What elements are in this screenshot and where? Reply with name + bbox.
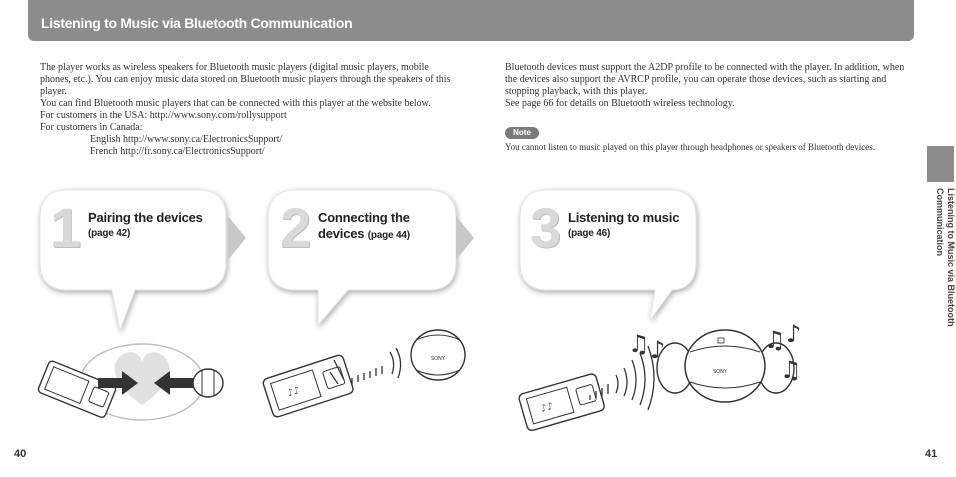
step-2-title-block: [318, 210, 458, 244]
step-3-number: 3: [530, 196, 562, 259]
music-note-icon: ♪: [650, 336, 666, 364]
step-3-title: Listening to music: [568, 210, 680, 225]
music-note-icon: ♫: [780, 356, 802, 384]
step-arrow-2: [456, 216, 474, 260]
speaker-brand-mark-2: SONY: [431, 356, 445, 362]
step-3-page-ref[interactable]: (page 46): [568, 228, 611, 239]
website-paragraph: You can find Bluetooth music players that can be connected with this player at the website below.: [40, 98, 431, 109]
music-note-icon: ♫: [628, 330, 650, 358]
profile-paragraph: Bluetooth devices must support the A2DP profile to be connected with the player. In addition, when the devices also support the AVRCP profile, you can operate those devices, such as starting and stopping playback, with this player.: [505, 62, 905, 97]
music-note-icon: ♪: [786, 320, 802, 348]
speaker-device-2: [411, 330, 465, 380]
music-player-device-1: [37, 360, 116, 418]
step-2-number: 2: [280, 196, 312, 259]
side-tab-label: Listening to Music via Bluetooth Communication: [935, 188, 956, 327]
step-1-page-ref[interactable]: (page 42): [88, 228, 131, 239]
step-2-title-line2: devices: [318, 226, 365, 241]
step-arrow-1: [228, 216, 246, 260]
music-player-device-2: [262, 354, 354, 418]
step-1-title-block: [88, 210, 228, 242]
svg-text:♪♪: ♪♪: [285, 385, 302, 400]
step-1-title: Pairing the devices: [88, 210, 203, 225]
music-note-icon: ♫: [764, 326, 786, 354]
step-1-number: 1: [50, 196, 82, 259]
canada-french-link[interactable]: French http://fr.sony.ca/ElectronicsSupport/: [90, 146, 265, 157]
canada-english-link[interactable]: English http://www.sony.ca/ElectronicsSupport/: [90, 134, 283, 145]
canada-label: For customers in Canada:: [40, 122, 143, 133]
page-title: Listening to Music via Bluetooth Communication: [41, 15, 353, 31]
page-number-right: 41: [925, 448, 938, 460]
note-text: You cannot listen to music played on this player through headphones or speakers of Bluetooth devices.: [505, 142, 876, 152]
svg-text:♪♪: ♪♪: [539, 400, 555, 416]
note-badge: Note: [505, 127, 539, 139]
step-2-page-ref[interactable]: (page 44): [367, 230, 410, 241]
speaker-brand-mark-3: SONY: [713, 369, 727, 375]
usa-support-link[interactable]: For customers in the USA: http://www.sony.com/rollysupport: [40, 110, 287, 121]
intro-paragraph: The player works as wireless speakers for Bluetooth music players (digital music players, mobile phones, etc.). You can enjoy music data stored on Bluetooth music players through the speakers of this player.: [40, 62, 451, 97]
speaker-device-1: [193, 369, 223, 397]
page-number-left: 40: [14, 448, 27, 460]
music-player-device-3: [518, 373, 605, 432]
step-3-title-block: [568, 210, 708, 242]
see-page-paragraph: See page 66 for details on Bluetooth wireless technology.: [505, 98, 735, 109]
step-2-title-line1: Connecting the: [318, 210, 410, 225]
